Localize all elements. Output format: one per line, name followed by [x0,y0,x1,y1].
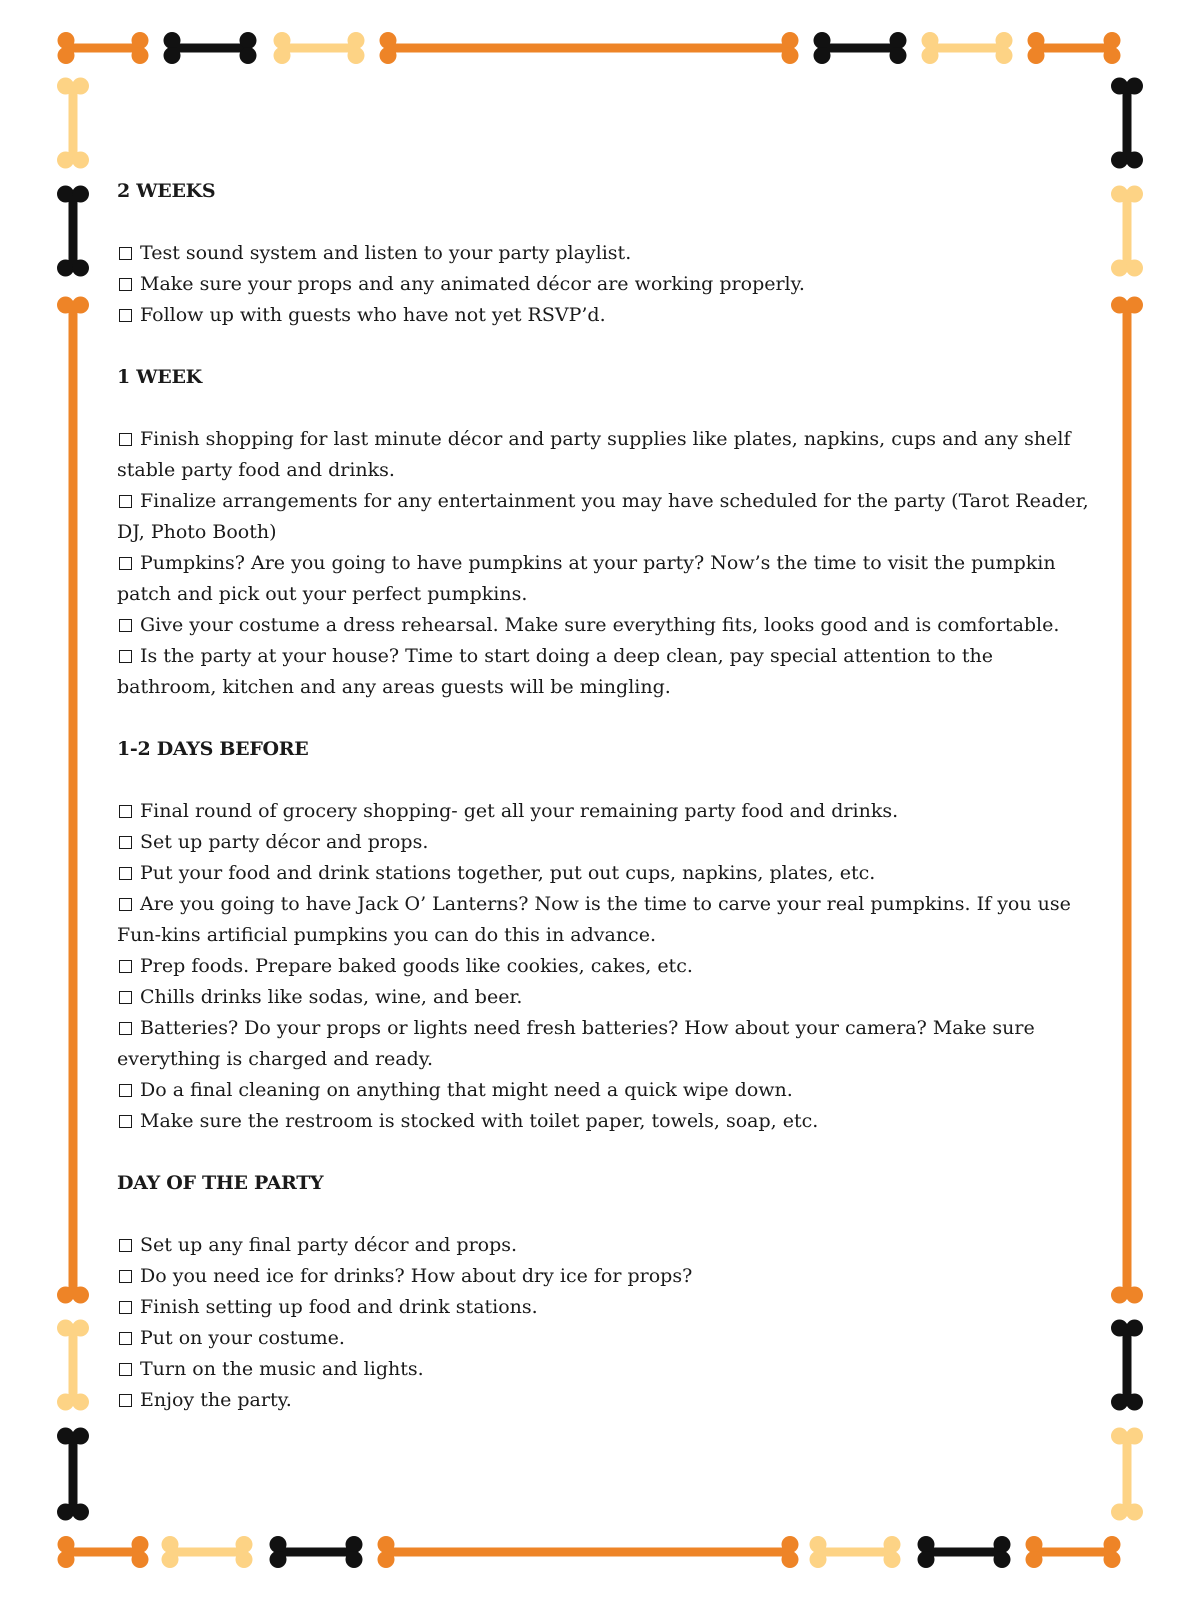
checkbox[interactable] [119,1270,132,1283]
checklist-item: Set up any final party décor and props. [117,1230,1092,1261]
checklist [117,1230,1092,1416]
bone-icon [57,1320,89,1411]
bone-icon [57,1428,89,1521]
checkbox[interactable] [119,557,132,570]
checklist-item: Pumpkins? Are you going to have pumpkins at your party? Now’s the time to visit the pumpkin patch and pick out your perfect pumpkins. [117,552,1056,605]
checkbox[interactable] [119,247,132,260]
bone-icon [1111,1428,1143,1521]
section-heading: 1 WEEK [117,366,202,388]
bone-icon [922,32,1013,64]
bone-icon [57,78,89,169]
checklist-item: Make sure your props and any animated décor are working properly. [117,269,1092,300]
bone-icon [162,1536,253,1568]
bone-icon [57,297,89,1304]
checkbox[interactable] [119,433,132,446]
checklist-content [117,176,1092,1416]
checklist-item: Finish shopping for last minute décor and party supplies like plates, napkins, cups and any shelf stable party food and drinks. [117,428,1071,481]
checklist-item: Enjoy the party. [117,1385,1092,1416]
section-heading: 2 WEEKS [117,180,216,202]
checklist-item: Put your food and drink stations together, put out cups, napkins, plates, etc. [117,858,1092,889]
section-heading: DAY OF THE PARTY [117,1172,324,1194]
checkbox[interactable] [119,1239,132,1252]
checkbox[interactable] [119,1084,132,1097]
checklist-item: Batteries? Do your props or lights need fresh batteries? How about your camera? Make sure everything is charged and ready. [117,1017,1035,1070]
checkbox[interactable] [119,805,132,818]
bone-icon [58,32,149,64]
checkbox[interactable] [119,1363,132,1376]
bone-icon [378,1536,799,1568]
checkbox[interactable] [119,309,132,322]
checklist-item: Are you going to have Jack O’ Lanterns? Now is the time to carve your real pumpkins. If you use Fun-kins artificial pumpkins you can do this in advance. [117,893,1071,946]
checklist [117,238,1092,331]
checklist-item: Test sound system and listen to your party playlist. [117,238,1092,269]
checklist-item: Follow up with guests who have not yet RSVP’d. [117,300,1092,331]
checklist-item: Do a final cleaning on anything that might need a quick wipe down. [117,1075,1092,1106]
section-2-weeks [117,176,1092,331]
bone-icon [274,32,365,64]
bone-icon [1111,1320,1143,1411]
bone-icon [814,32,907,64]
checklist-item: Prep foods. Prepare baked goods like cookies, cakes, etc. [117,951,1092,982]
checklist-item: Set up party décor and props. [117,827,1092,858]
checklist-item: Do you need ice for drinks? How about dry ice for props? [117,1261,1092,1292]
bone-icon [918,1536,1011,1568]
checkbox[interactable] [119,836,132,849]
bone-icon [380,32,799,64]
section-day-of-the-party [117,1168,1092,1416]
bone-icon [1111,186,1143,277]
checklist-item: Finish setting up food and drink stations. [117,1292,1092,1323]
bone-icon [270,1536,363,1568]
bone-icon [58,1536,149,1568]
bone-icon [1028,32,1121,64]
checklist-item: Give your costume a dress rehearsal. Make sure everything fits, looks good and is comfortable. [117,610,1092,641]
checkbox[interactable] [119,1115,132,1128]
checkbox[interactable] [119,619,132,632]
checklist-item: Finalize arrangements for any entertainment you may have scheduled for the party (Tarot Reader, DJ, Photo Booth) [117,490,1089,543]
section-1-week [117,362,1092,703]
checkbox[interactable] [119,1301,132,1314]
checklist-item: Make sure the restroom is stocked with toilet paper, towels, soap, etc. [117,1106,1092,1137]
checklist-item: Is the party at your house? Time to start doing a deep clean, pay special attention to the bathroom, kitchen and any areas guests will be mingling. [117,645,993,698]
checklist [117,424,1092,703]
checkbox[interactable] [119,1022,132,1035]
section-heading: 1-2 DAYS BEFORE [117,738,309,760]
checkbox[interactable] [119,1332,132,1345]
checklist-item: Turn on the music and lights. [117,1354,1092,1385]
checkbox[interactable] [119,867,132,880]
checkbox[interactable] [119,898,132,911]
checklist-item: Final round of grocery shopping- get all your remaining party food and drinks. [117,796,1092,827]
bone-icon [164,32,257,64]
checkbox[interactable] [119,1394,132,1407]
checklist-item: Put on your costume. [117,1323,1092,1354]
checkbox[interactable] [119,991,132,1004]
checkbox[interactable] [119,278,132,291]
checkbox[interactable] [119,650,132,663]
bone-icon [1111,297,1143,1304]
bone-icon [1026,1536,1121,1568]
checklist-item: Chills drinks like sodas, wine, and beer. [117,982,1092,1013]
section-1-2-days-before [117,734,1092,1137]
checkbox[interactable] [119,495,132,508]
bone-icon [57,186,89,277]
checkbox[interactable] [119,960,132,973]
checklist [117,796,1092,1137]
bone-icon [810,1536,901,1568]
bone-icon [1111,78,1143,169]
